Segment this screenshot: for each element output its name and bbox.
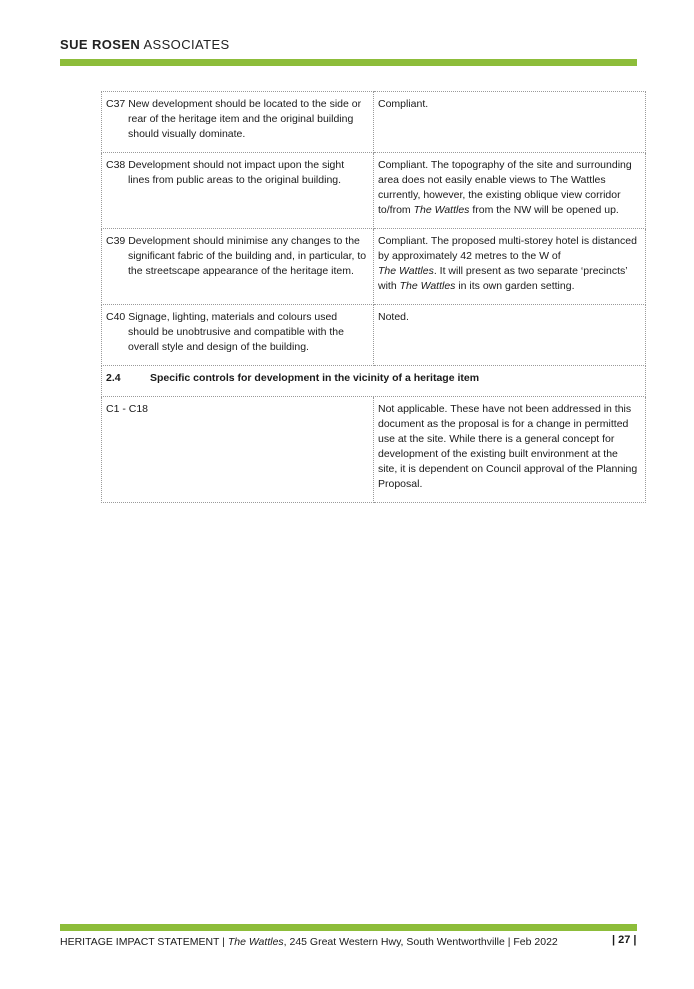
- control-code: C38: [106, 159, 126, 171]
- response-cell: [374, 229, 646, 305]
- footer-prefix: HERITAGE IMPACT STATEMENT |: [60, 936, 228, 948]
- response-text-italic: The Wattles: [378, 265, 434, 277]
- response-text-italic: The Wattles: [399, 280, 456, 292]
- section-title: Specific controls for development in the vicinity of a heritage item: [150, 372, 480, 384]
- footer-title: The Wattles: [227, 936, 284, 948]
- response-text: from the NW will be opened up.: [469, 204, 619, 216]
- brand-name-strong: SUE ROSEN: [60, 37, 141, 52]
- response-cell: [374, 397, 646, 503]
- brand-name-light: ASSOCIATES: [140, 37, 230, 52]
- control-cell: [102, 229, 374, 305]
- page-number: | 27 |: [612, 934, 637, 946]
- control-text: C1 - C18: [106, 403, 149, 415]
- section-heading-row: [102, 366, 646, 397]
- table-row: [102, 229, 646, 305]
- control-code: C40: [106, 311, 126, 323]
- control-code: C37: [106, 98, 126, 110]
- response-text: . It will present as two separate ‘precincts’ with: [378, 265, 628, 292]
- control-text: Development should not impact upon the sight lines from public areas to the original building.: [128, 159, 345, 186]
- control-cell: [102, 397, 374, 503]
- response-text: Compliant. The topography of the site and surrounding area does not easily enable views to The Wattles currently, however, the existing oblique view corridor to/from: [378, 159, 632, 216]
- control-cell: [102, 92, 374, 153]
- response-text: Not applicable. These have not been addressed in this document as the proposal is for a change in permitted use at the site. While there is a general concept for development of the existing built environment at the site, it is dependent on Council approval of the Planning Proposal.: [378, 403, 638, 490]
- control-code: C39: [106, 235, 126, 247]
- response-text: Compliant. The proposed multi-storey hotel is distanced by approximately 42 metres to the W of: [378, 235, 637, 262]
- table-row: [102, 397, 646, 503]
- table-row: [102, 92, 646, 153]
- section-number: 2.4: [106, 372, 121, 384]
- control-text: Signage, lighting, materials and colours used should be unobtrusive and compatible with the overall style and design of the building.: [128, 311, 344, 353]
- control-text: New development should be located to the side or rear of the heritage item and the original building should visually dominate.: [128, 98, 362, 140]
- response-text: Compliant.: [378, 98, 429, 110]
- footer-suffix: , 245 Great Western Hwy, South Wentworthville | Feb 2022: [283, 936, 558, 948]
- response-cell: [374, 153, 646, 229]
- table-row: [102, 305, 646, 366]
- table-row: [102, 153, 646, 229]
- response-text: in its own garden setting.: [455, 280, 575, 292]
- response-cell: [374, 92, 646, 153]
- response-cell: [374, 305, 646, 366]
- brand-logo: [60, 37, 230, 52]
- header-rule: [60, 59, 637, 66]
- response-text: Noted.: [378, 311, 409, 323]
- footer-rule: [60, 924, 637, 931]
- response-text-italic: The Wattles: [413, 204, 470, 216]
- control-text: Development should minimise any changes to the significant fabric of the building and, in particular, to the streetscape appearance of the heritage item.: [128, 235, 367, 277]
- footer-text: [60, 936, 558, 948]
- section-heading: [102, 366, 646, 397]
- control-cell: [102, 305, 374, 366]
- control-cell: [102, 153, 374, 229]
- heritage-controls-table: [101, 91, 646, 503]
